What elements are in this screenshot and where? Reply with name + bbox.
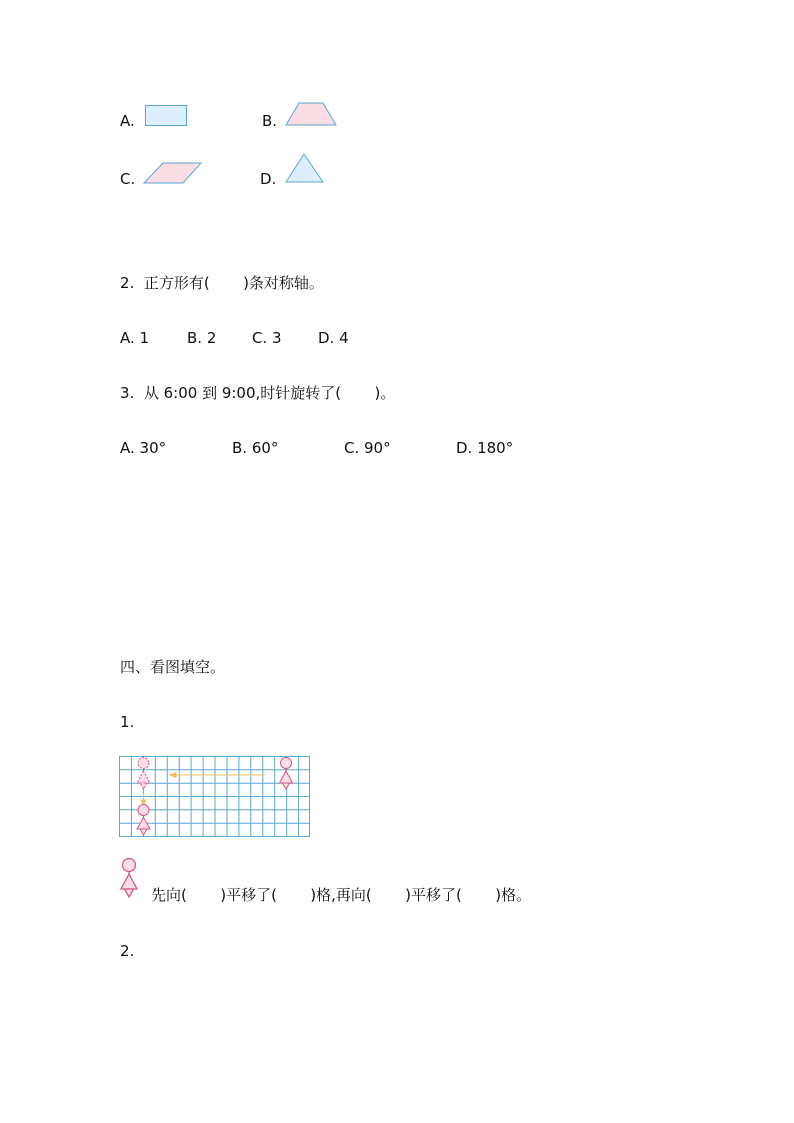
q1-option-c-label: C. bbox=[120, 170, 136, 188]
figure-original bbox=[280, 758, 293, 790]
q1-option-a-label: A. bbox=[120, 112, 135, 130]
figure-legend-icon bbox=[119, 857, 141, 901]
q3-option-c: C. 90° bbox=[344, 439, 391, 457]
triangle-shape bbox=[285, 153, 327, 185]
parallelogram-shape bbox=[143, 162, 205, 186]
problem-1-sentence: 先向( )平移了( )格,再向( )平移了( )格。 bbox=[151, 886, 532, 904]
q2-text: 2. 正方形有( )条对称轴。 bbox=[120, 274, 324, 292]
q3-option-d: D. 180° bbox=[456, 439, 514, 457]
figure-final bbox=[137, 805, 150, 836]
q3-option-a: A. 30° bbox=[120, 439, 167, 457]
problem-1-number: 1. bbox=[120, 713, 135, 731]
figure-intermediate bbox=[137, 758, 150, 790]
q1-option-d-label: D. bbox=[260, 170, 277, 188]
q2-option-a: A. 1 bbox=[120, 329, 150, 347]
down-arrow bbox=[141, 793, 146, 805]
problem-2-number: 2. bbox=[120, 942, 135, 960]
q2-option-b: B. 2 bbox=[187, 329, 217, 347]
section-heading: 四、看图填空。 bbox=[120, 658, 226, 676]
q3-text: 3. 从 6:00 到 9:00,时针旋转了( )。 bbox=[120, 384, 396, 402]
q2-option-c: C. 3 bbox=[252, 329, 282, 347]
q2-option-d: D. 4 bbox=[318, 329, 349, 347]
q1-option-b-label: B. bbox=[262, 112, 278, 130]
q3-option-b: B. 60° bbox=[232, 439, 279, 457]
trapezoid-shape bbox=[285, 102, 339, 128]
rectangle-shape bbox=[145, 105, 189, 129]
translation-grid-figure bbox=[119, 756, 313, 838]
